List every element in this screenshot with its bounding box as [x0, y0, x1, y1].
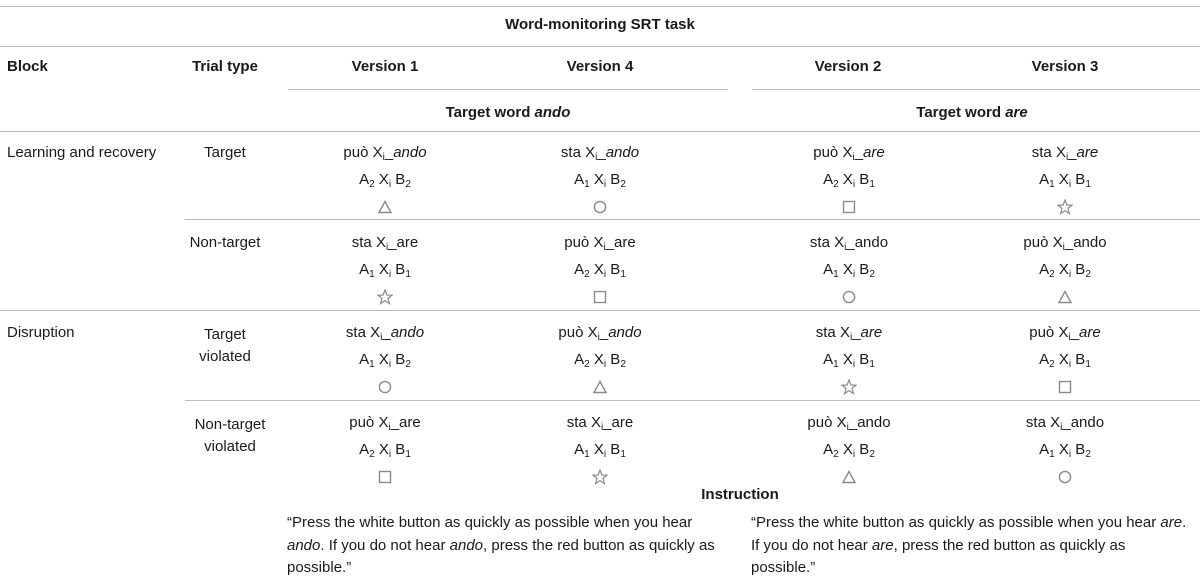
cell-word-sequence: può $X_i\_ando$: [558, 324, 642, 343]
cell-x-sub: i: [1060, 422, 1063, 433]
cell-x-sub: i: [1062, 242, 1065, 253]
cell-a-sub: 2: [369, 179, 375, 190]
cell-x: X: [842, 144, 853, 161]
cell-a-sub: 2: [1049, 359, 1055, 370]
cell-a-sub: 2: [584, 269, 590, 280]
cell-structure: $A_1$ $X_i$ $B_2$: [574, 171, 626, 190]
cell-prefix: può: [349, 414, 379, 431]
cell-structure: $A_1$ $X_i$ $B_2$: [1039, 441, 1091, 460]
cell-structure: $A_2$ $X_i$ $B_2$: [359, 171, 411, 190]
cell-prefix: sta: [1025, 414, 1051, 431]
cell-x: X: [836, 414, 847, 431]
cell-b-sub: 1: [405, 449, 411, 460]
cell-b-sub: 2: [1085, 449, 1091, 460]
cell-a-sub: 1: [369, 359, 375, 370]
cell-x: X: [839, 324, 850, 341]
table-cell: [510, 142, 690, 218]
cell-a-sub: 2: [1049, 269, 1055, 280]
cell-x-sub: i: [846, 422, 849, 433]
table-cell: [975, 412, 1155, 488]
cell-prefix: sta: [809, 234, 835, 251]
table-cell: [759, 322, 939, 398]
cell-word: ando: [608, 324, 642, 341]
cell-word: ando: [1073, 234, 1107, 251]
cell-word-sequence: sta $X_i\_ando$: [809, 234, 889, 253]
cell-x: X: [375, 234, 386, 251]
cell-x-sub: i: [852, 152, 855, 163]
star-icon: [295, 286, 475, 308]
cell-word: are: [860, 324, 883, 341]
cell-x-sub: i: [380, 332, 383, 343]
cell-prefix: può: [807, 414, 837, 431]
cell-x: X: [1050, 414, 1061, 431]
cell-prefix: può: [1023, 234, 1053, 251]
target-word-are-header: Target word are: [916, 104, 1028, 121]
group-rule-are: [752, 89, 1200, 90]
cell-b-sub: 1: [1085, 179, 1091, 190]
cell-x: X: [1058, 324, 1069, 341]
cell-word: ando: [1070, 414, 1105, 431]
cell-word: ando: [857, 414, 891, 431]
block-learning-recovery: Learning and recovery: [7, 144, 157, 161]
cell-x: X: [585, 144, 596, 161]
cell-a-sub: 1: [833, 359, 839, 370]
cell-word: are: [396, 234, 419, 251]
cell-word-sequence: può $X_i\_are$: [1029, 324, 1101, 343]
cell-b-sub: 2: [869, 269, 875, 280]
cell-b-sub: 1: [869, 359, 875, 370]
table-cell: [759, 142, 939, 218]
header-trial-type: Trial type: [192, 58, 258, 75]
star-icon: [759, 376, 939, 398]
square-icon: [295, 466, 475, 488]
cell-a-sub: 1: [1049, 179, 1055, 190]
cell-word: ando: [393, 144, 427, 161]
cell-a-sub: 1: [584, 179, 590, 190]
cell-a-sub: 2: [369, 449, 375, 460]
cell-word-sequence: sta $X_i\_are$: [1031, 144, 1099, 163]
triangle-icon: [759, 466, 939, 488]
cell-word-sequence: sta $X_i\_ando$: [1025, 414, 1105, 433]
cell-structure: $A_2$ $X_i$ $B_1$: [359, 441, 411, 460]
instruction-are: “Press the white button as quickly as possible when you hear are. If you do not hear are, press the red button as quickly as possible.”: [751, 514, 1187, 576]
cell-x-sub: i: [385, 242, 389, 253]
cell-b-sub: 2: [405, 179, 411, 190]
cell-word-sequence: sta $X_i\_are$: [351, 234, 419, 253]
star-icon: [975, 196, 1155, 218]
cell-word-sequence: può $X_i\_ando$: [1023, 234, 1107, 253]
cell-prefix: può: [558, 324, 588, 341]
cell-prefix: sta: [560, 144, 586, 161]
cell-a-sub: 1: [1049, 449, 1055, 460]
cell-word-sequence: sta $X_i\_ando$: [560, 144, 640, 163]
star-icon: [510, 466, 690, 488]
trial-type-non-target-violated: Non-target violated: [194, 416, 266, 455]
cell-word-sequence: sta $X_i\_are$: [815, 324, 883, 343]
cell-x-sub: i: [600, 422, 604, 433]
cell-b-sub: 1: [620, 449, 626, 460]
square-icon: [975, 376, 1155, 398]
cell-x-sub: i: [595, 152, 598, 163]
cell-structure: $A_1$ $X_i$ $B_1$: [1039, 171, 1091, 190]
cell-b-sub: 2: [620, 359, 626, 370]
cell-a-sub: 2: [833, 179, 839, 190]
block-disruption: Disruption: [7, 324, 75, 341]
cell-x: X: [587, 324, 598, 341]
header-version-1: Version 1: [351, 58, 419, 75]
cell-b-sub: 2: [620, 179, 626, 190]
table-cell: [975, 322, 1155, 398]
header-version-3: Version 3: [1031, 58, 1099, 75]
cell-a-sub: 2: [584, 359, 590, 370]
cell-structure: $A_1$ $X_i$ $B_1$: [359, 261, 411, 280]
table-cell: [975, 232, 1155, 308]
trial-type-target: Target: [204, 144, 246, 161]
table-cell: [295, 322, 475, 398]
table-cell: [759, 412, 939, 488]
header-rule: [0, 131, 1200, 132]
cell-word: ando: [605, 144, 640, 161]
cell-prefix: sta: [345, 324, 371, 341]
cell-structure: $A_2$ $X_i$ $B_2$: [1039, 261, 1091, 280]
cell-a-sub: 1: [833, 269, 839, 280]
table-cell: [510, 232, 690, 308]
cell-prefix: può: [1029, 324, 1059, 341]
trial-type-target-violated: Target violated: [199, 326, 251, 365]
table-cell: [510, 412, 690, 488]
cell-a-sub: 1: [584, 449, 590, 460]
cell-word: are: [863, 144, 885, 161]
cell-prefix: sta: [1031, 144, 1056, 161]
cell-x-sub: i: [1068, 332, 1071, 343]
table-cell: [295, 412, 475, 488]
cell-prefix: sta: [815, 324, 840, 341]
cell-x: X: [378, 414, 389, 431]
circle-icon: [510, 196, 690, 218]
cell-b-sub: 1: [405, 269, 411, 280]
cell-structure: $A_1$ $X_i$ $B_2$: [359, 351, 411, 370]
circle-icon: [975, 466, 1155, 488]
cell-structure: $A_1$ $X_i$ $B_1$: [823, 351, 875, 370]
cell-word-sequence: può $X_i\_ando$: [343, 144, 427, 163]
cell-prefix: può: [343, 144, 373, 161]
header-version-4: Version 4: [566, 58, 634, 75]
cell-x-sub: i: [844, 242, 847, 253]
cell-word: are: [399, 414, 421, 431]
cell-word-sequence: sta $X_i\_ando$: [345, 324, 425, 343]
cell-b-sub: 1: [869, 179, 875, 190]
cell-b-sub: 2: [869, 449, 875, 460]
title-rule: [0, 46, 1200, 47]
cell-a-sub: 2: [833, 449, 839, 460]
cell-structure: $A_2$ $X_i$ $B_2$: [823, 441, 875, 460]
cell-word: are: [1076, 144, 1099, 161]
cell-x-sub: i: [597, 332, 600, 343]
top-rule: [0, 6, 1200, 7]
row-rule-1: [185, 219, 1200, 220]
cell-word-sequence: sta $X_i\_are$: [566, 414, 634, 433]
cell-b-sub: 2: [405, 359, 411, 370]
cell-structure: $A_2$ $X_i$ $B_1$: [1039, 351, 1091, 370]
cell-b-sub: 1: [1085, 359, 1091, 370]
cell-word-sequence: può $X_i\_ando$: [807, 414, 891, 433]
table-cell: [759, 232, 939, 308]
cell-word-sequence: può $X_i\_are$: [564, 234, 636, 253]
cell-word-sequence: può $X_i\_are$: [349, 414, 421, 433]
cell-x: X: [370, 324, 381, 341]
table-title: Word-monitoring SRT task: [505, 16, 695, 33]
cell-structure: $A_2$ $X_i$ $B_1$: [574, 261, 626, 280]
cell-structure: $A_1$ $X_i$ $B_2$: [823, 261, 875, 280]
cell-x-sub: i: [1065, 152, 1069, 163]
circle-icon: [759, 286, 939, 308]
target-word-ando-header: Target word ando: [445, 104, 571, 121]
cell-x-sub: i: [849, 332, 853, 343]
cell-word: are: [611, 414, 634, 431]
cell-x: X: [834, 234, 845, 251]
cell-x: X: [1052, 234, 1063, 251]
square-icon: [759, 196, 939, 218]
cell-word-sequence: può $X_i\_are$: [813, 144, 885, 163]
triangle-icon: [975, 286, 1155, 308]
row-rule-2: [0, 310, 1200, 311]
header-block: Block: [7, 58, 48, 75]
cell-structure: $A_1$ $X_i$ $B_1$: [574, 441, 626, 460]
cell-b-sub: 1: [620, 269, 626, 280]
table-cell: [295, 142, 475, 218]
cell-prefix: sta: [566, 414, 591, 431]
instruction-heading: Instruction: [701, 486, 779, 503]
circle-icon: [295, 376, 475, 398]
cell-prefix: sta: [351, 234, 376, 251]
square-icon: [510, 286, 690, 308]
cell-b-sub: 2: [1085, 269, 1091, 280]
table-cell: [975, 142, 1155, 218]
group-rule-ando: [288, 89, 728, 90]
triangle-icon: [295, 196, 475, 218]
cell-a-sub: 1: [369, 269, 375, 280]
table-cell: [295, 232, 475, 308]
cell-prefix: può: [564, 234, 594, 251]
cell-x: X: [1055, 144, 1066, 161]
table-cell: [510, 322, 690, 398]
cell-x-sub: i: [603, 242, 606, 253]
cell-x: X: [593, 234, 604, 251]
cell-x: X: [372, 144, 383, 161]
cell-prefix: può: [813, 144, 843, 161]
cell-x: X: [590, 414, 601, 431]
cell-structure: $A_2$ $X_i$ $B_2$: [574, 351, 626, 370]
triangle-icon: [510, 376, 690, 398]
instruction-ando: “Press the white button as quickly as possible when you hear ando. If you do not hear ando, press the red button as quickly as possible.”: [287, 514, 715, 576]
cell-x-sub: i: [382, 152, 385, 163]
cell-word: are: [1079, 324, 1101, 341]
cell-word: are: [614, 234, 636, 251]
trial-type-non-target: Non-target: [189, 234, 261, 251]
cell-word: ando: [390, 324, 425, 341]
row-rule-3: [185, 400, 1200, 401]
cell-x-sub: i: [388, 422, 391, 433]
cell-word: ando: [854, 234, 889, 251]
header-version-2: Version 2: [814, 58, 882, 75]
cell-structure: $A_2$ $X_i$ $B_1$: [823, 171, 875, 190]
